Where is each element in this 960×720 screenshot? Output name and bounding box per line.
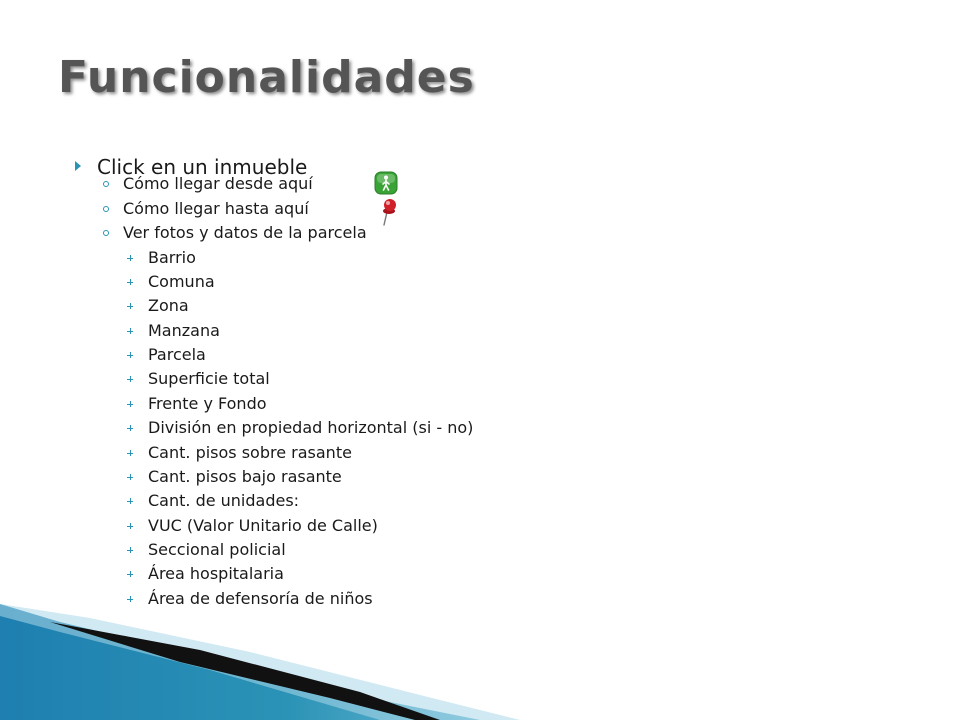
- star-bullet-icon: [127, 303, 133, 309]
- bullet-sub-text: Cómo llegar hasta aquí: [123, 199, 309, 218]
- corner-decoration: [0, 600, 960, 720]
- star-bullet-icon: [127, 571, 133, 577]
- slide-title: Funcionalidades: [58, 52, 475, 103]
- bullet-data-text: Zona: [148, 296, 189, 315]
- bullet-sub: [123, 201, 309, 217]
- star-bullet-icon: [127, 425, 133, 431]
- bullet-sub-text: Cómo llegar desde aquí: [123, 174, 313, 193]
- star-bullet-icon: [127, 498, 133, 504]
- bullet-data-item: [148, 445, 352, 461]
- star-bullet-icon: [127, 401, 133, 407]
- bullet-sub: [123, 225, 367, 241]
- arrow-bullet-icon: [75, 161, 81, 171]
- bullet-data-text: Comuna: [148, 272, 215, 291]
- bullet-data-item: [148, 250, 196, 266]
- bullet-data-item: [148, 347, 206, 363]
- star-bullet-icon: [127, 547, 133, 553]
- bullet-data-item: [148, 420, 473, 436]
- star-bullet-icon: [127, 352, 133, 358]
- star-bullet-icon: [127, 450, 133, 456]
- bullet-data-item: [148, 566, 284, 582]
- circle-bullet-icon: [103, 230, 109, 236]
- bullet-main-text: Click en un inmueble: [97, 155, 308, 179]
- bullet-data-item: [148, 274, 215, 290]
- star-bullet-icon: [127, 474, 133, 480]
- star-bullet-icon: [127, 376, 133, 382]
- bullet-data-text: División en propiedad horizontal (si - no): [148, 418, 474, 437]
- route-start-icon: [374, 171, 398, 195]
- bullet-data-text: Cant. pisos sobre rasante: [148, 443, 352, 462]
- circle-bullet-icon: [103, 206, 109, 212]
- bullet-data-item: [148, 396, 267, 412]
- star-bullet-icon: [127, 255, 133, 261]
- bullet-data-text: Cant. pisos bajo rasante: [148, 467, 342, 486]
- bullet-data-item: [148, 542, 286, 558]
- bullet-data-text: Cant. de unidades:: [148, 491, 300, 510]
- bullet-data-text: Área de defensoría de niños: [148, 589, 373, 608]
- bullet-data-text: Área hospitalaria: [148, 564, 284, 583]
- bullet-data-text: Frente y Fondo: [148, 394, 267, 413]
- star-bullet-icon: [127, 523, 133, 529]
- bullet-data-item: [148, 323, 220, 339]
- bullet-data-text: VUC (Valor Unitario de Calle): [148, 516, 378, 535]
- bullet-data-text: Parcela: [148, 345, 206, 364]
- star-bullet-icon: [127, 328, 133, 334]
- bullet-data-text: Manzana: [148, 321, 220, 340]
- map-pin-icon: [377, 196, 399, 226]
- bullet-data-item: [148, 518, 378, 534]
- bullet-sub: [123, 176, 313, 192]
- bullet-data-item: [148, 371, 270, 387]
- bullet-data-text: Seccional policial: [148, 540, 286, 559]
- bullet-data-item: [148, 298, 189, 314]
- star-bullet-icon: [127, 279, 133, 285]
- bullet-data-item: [148, 493, 299, 509]
- circle-bullet-icon: [103, 181, 109, 187]
- bullet-sub-text: Ver fotos y datos de la parcela: [123, 223, 367, 242]
- bullet-data-text: Barrio: [148, 248, 196, 267]
- bullet-data-item: [148, 469, 342, 485]
- bullet-data-text: Superficie total: [148, 369, 270, 388]
